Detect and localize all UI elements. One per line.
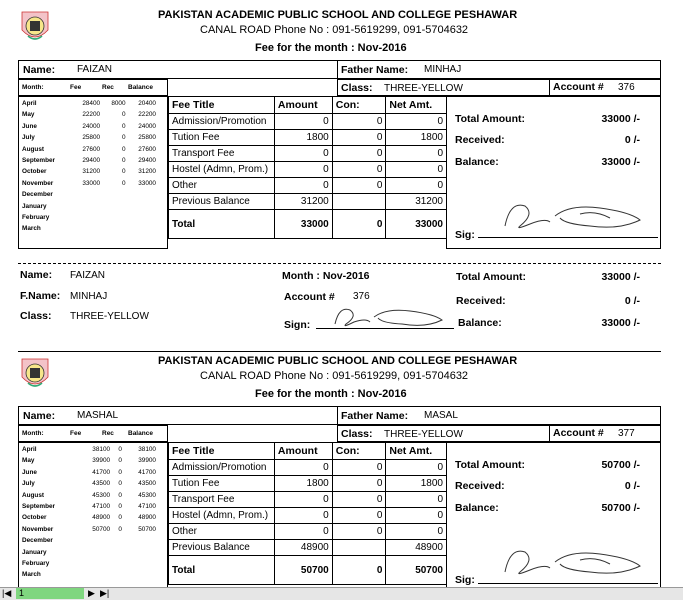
month-col-label: Month: (22, 84, 44, 91)
fee-row (169, 476, 447, 492)
month-balance: 20400 (138, 100, 156, 107)
fee-table-header (169, 97, 447, 114)
fee-net: 0 (386, 114, 447, 130)
month-fee: 39900 (92, 457, 111, 465)
month-balance (124, 569, 158, 580)
month-rec: 0 (118, 446, 122, 453)
month-rec: 0 (118, 503, 122, 511)
fee-amount: 0 (274, 508, 332, 524)
received-label-2: Received: (455, 480, 505, 492)
fee-col-label: Fee (70, 84, 82, 91)
fee-row (169, 162, 447, 178)
slip-balance-label: Balance: (458, 317, 502, 329)
month-balance: 41700 (138, 468, 156, 476)
month-balance (124, 558, 158, 569)
fee-month: Fee for the month : Nov-2016 (255, 42, 407, 54)
fee-net: 31200 (386, 194, 447, 210)
month-rec (102, 223, 127, 234)
month-name: September (22, 503, 56, 511)
month-name: October (22, 514, 47, 522)
fee-row (169, 194, 447, 210)
month-balance: 50700 (138, 525, 156, 533)
slip-fname-label: F.Name: (20, 290, 61, 302)
slip-received-value: 0 /- (624, 295, 640, 307)
slip-class: THREE-YELLOW (70, 311, 149, 322)
received-value: 0 /- (624, 134, 640, 146)
sig-line-2 (478, 583, 658, 584)
slip-class-label: Class: (20, 310, 52, 322)
month-row (20, 547, 158, 558)
month-fee (78, 535, 112, 546)
sheet-bar (0, 587, 683, 600)
month-row (20, 569, 158, 580)
month-rec: 0 (121, 179, 126, 187)
total-amount: 33000 (274, 210, 332, 239)
total-net: 33000 (386, 210, 447, 239)
fee-con: 0 (332, 476, 386, 492)
month-name: June (22, 122, 37, 130)
month-balance: 39900 (138, 457, 156, 465)
net-amt-header: Net Amt. (386, 443, 447, 460)
month-row (20, 109, 158, 120)
fee-table-2 (168, 442, 447, 585)
sheet-tab[interactable]: 1 (16, 588, 84, 599)
fee-row (169, 524, 447, 540)
month-name: June (22, 468, 37, 476)
month-fee: 25800 (82, 134, 101, 142)
cut-line (18, 263, 661, 264)
month-row (20, 558, 158, 569)
school-address: CANAL ROAD Phone No : 091-5619299, 091-5704632 (200, 24, 469, 36)
month-fee: 50700 (92, 525, 111, 533)
fee-amount: 48900 (274, 540, 332, 556)
sig-line (478, 237, 658, 238)
slip-name-label: Name: (20, 269, 53, 281)
month-col-label-2: Month: (22, 430, 44, 437)
fee-table-header (169, 443, 447, 460)
student-name: FAIZAN (77, 64, 113, 75)
signature-icon-2 (500, 542, 650, 582)
month-row (20, 155, 158, 166)
fee-amount: 0 (274, 524, 332, 540)
school-name-2: PAKISTAN ACADEMIC PUBLIC SCHOOL AND COLLEGE PESHAWAR (158, 355, 518, 367)
month-rec: 0 (121, 111, 126, 119)
month-row (20, 467, 158, 478)
month-name: December (22, 191, 53, 199)
fee-title-header: Fee Title (169, 97, 275, 114)
total-amount-value: 33000 /- (601, 113, 640, 125)
month-rec: 0 (121, 157, 126, 165)
fee-title: Other (169, 524, 275, 540)
slip-name: FAIZAN (70, 270, 106, 281)
month-fee (78, 547, 112, 558)
father-name-2: MASAL (424, 410, 458, 421)
section-divider (18, 351, 661, 352)
fee-con: 0 (332, 508, 386, 524)
month-row (20, 444, 158, 455)
received-label: Received: (455, 134, 505, 146)
fee-row (169, 130, 447, 146)
month-ledger (20, 98, 158, 235)
fee-title: Previous Balance (169, 540, 275, 556)
month-fee: 47100 (92, 503, 111, 511)
month-fee (78, 569, 112, 580)
month-name: July (22, 480, 35, 488)
net-amt-header: Net Amt. (386, 97, 447, 114)
father-label-2: Father Name: (341, 410, 409, 422)
student-name-2: MASHAL (77, 410, 119, 421)
balance-label-2: Balance: (455, 502, 499, 514)
month-row (20, 512, 158, 523)
month-fee: 45300 (92, 491, 111, 499)
school-name: PAKISTAN ACADEMIC PUBLIC SCHOOL AND COLLEGE PESHAWAR (158, 9, 518, 21)
total-amount-value-2: 50700 /- (601, 459, 640, 471)
fee-net: 1800 (386, 130, 447, 146)
month-rec: 0 (121, 145, 126, 153)
month-row (20, 490, 158, 501)
class-value-2: THREE-YELLOW (384, 429, 463, 440)
month-rec: 8000 (111, 100, 126, 107)
month-rec (112, 547, 124, 558)
fee-total-row (169, 210, 447, 239)
month-name: March (22, 225, 41, 233)
month-name: November (22, 525, 54, 533)
month-row (20, 223, 158, 234)
rec-col-label-2: Rec (102, 430, 114, 437)
first-sheet-icon[interactable]: |◀ (2, 588, 12, 598)
fee-title: Other (169, 178, 275, 194)
amount-header: Amount (274, 443, 332, 460)
fee-amount: 1800 (274, 130, 332, 146)
fee-net: 0 (386, 524, 447, 540)
fee-row (169, 460, 447, 476)
slip-signature-icon (330, 302, 450, 332)
month-fee: 29400 (82, 157, 101, 165)
month-name: April (22, 100, 37, 107)
month-row (20, 178, 158, 189)
fee-con: 0 (332, 460, 386, 476)
fee-title: Previous Balance (169, 194, 275, 210)
slip-total-amount-label: Total Amount: (456, 271, 526, 283)
total-label: Total (169, 556, 275, 585)
balance-col-label-2: Balance (128, 430, 153, 437)
fee-amount: 0 (274, 162, 332, 178)
month-balance (128, 189, 158, 200)
fee-amount: 0 (274, 146, 332, 162)
month-balance: 27600 (138, 145, 156, 153)
con-header: Con: (332, 443, 386, 460)
month-row (20, 166, 158, 177)
month-balance: 33000 (138, 179, 156, 187)
total-amount-label: Total Amount: (455, 113, 525, 125)
month-fee: 33000 (82, 179, 101, 187)
month-balance: 47100 (138, 503, 156, 511)
total-amount-label-2: Total Amount: (455, 459, 525, 471)
fee-net: 0 (386, 460, 447, 476)
fee-row (169, 492, 447, 508)
balance-col-label: Balance (128, 84, 153, 91)
month-row (20, 201, 158, 212)
month-row (20, 189, 158, 200)
month-fee: 38100 (92, 446, 111, 453)
month-row (20, 98, 158, 109)
month-name: January (22, 548, 47, 556)
month-rec: 0 (118, 468, 122, 476)
con-header: Con: (332, 97, 386, 114)
month-fee (72, 212, 102, 223)
account-value-2: 377 (618, 428, 635, 439)
slip-total-amount-value: 33000 /- (601, 271, 640, 283)
slip-fname: MINHAJ (70, 291, 108, 302)
month-balance: 24000 (138, 122, 156, 130)
month-balance: 29400 (138, 157, 156, 165)
month-rec (102, 201, 127, 212)
crest-icon (20, 357, 50, 391)
month-fee: 28400 (82, 100, 101, 107)
fee-row (169, 178, 447, 194)
month-row (20, 132, 158, 143)
month-balance (128, 212, 158, 223)
month-name: April (22, 446, 37, 453)
fee-con: 0 (332, 492, 386, 508)
month-name: September (22, 157, 56, 165)
fee-amount: 31200 (274, 194, 332, 210)
sig-label: Sig: (455, 229, 475, 241)
father-label: Father Name: (341, 64, 409, 76)
month-rec: 0 (118, 480, 122, 488)
month-row (20, 478, 158, 489)
next-sheet-icon[interactable]: ▶ (88, 588, 95, 598)
month-balance: 38100 (138, 446, 156, 453)
total-amount: 50700 (274, 556, 332, 585)
total-label: Total (169, 210, 275, 239)
slip-account-label: Account # (284, 291, 335, 303)
total-con: 0 (332, 556, 386, 585)
total-net: 50700 (386, 556, 447, 585)
month-rec: 0 (118, 514, 122, 522)
school-logo (20, 10, 50, 49)
month-rec: 0 (121, 134, 126, 142)
fee-title: Hostel (Admn, Prom.) (169, 162, 275, 178)
fee-net: 1800 (386, 476, 447, 492)
month-name: January (22, 202, 47, 210)
last-sheet-icon[interactable]: ▶| (100, 588, 110, 598)
name-label: Name: (23, 64, 56, 76)
month-balance: 45300 (138, 491, 156, 499)
balance-label: Balance: (455, 156, 499, 168)
rec-col-label: Rec (102, 84, 114, 91)
father-name: MINHAJ (424, 64, 462, 75)
school-logo-2 (20, 357, 50, 396)
fee-title-header: Fee Title (169, 443, 275, 460)
fee-con: 0 (332, 524, 386, 540)
month-rec (102, 189, 127, 200)
month-balance: 22200 (138, 111, 156, 119)
fee-title: Transport Fee (169, 492, 275, 508)
fee-table (168, 96, 447, 239)
class-value: THREE-YELLOW (384, 83, 463, 94)
balance-value: 33000 /- (601, 156, 640, 168)
fee-amount: 0 (274, 114, 332, 130)
fee-con: 0 (332, 114, 386, 130)
class-label-2: Class: (341, 428, 373, 440)
fee-con: 0 (332, 178, 386, 194)
name-label-2: Name: (23, 410, 56, 422)
month-name: February (22, 560, 50, 568)
month-name: December (22, 537, 53, 545)
slip-sign-label: Sign: (284, 319, 311, 331)
fee-title: Tution Fee (169, 130, 275, 146)
month-fee: 41700 (92, 468, 111, 476)
month-fee: 27600 (82, 145, 101, 153)
fee-row (169, 508, 447, 524)
fee-month-2: Fee for the month : Nov-2016 (255, 388, 407, 400)
month-name: March (22, 571, 41, 579)
fee-con: 0 (332, 146, 386, 162)
month-balance: 31200 (138, 168, 156, 176)
fee-con: 0 (332, 162, 386, 178)
month-name: October (22, 168, 47, 176)
slip-received-label: Received: (456, 295, 506, 307)
account-label-2: Account # (553, 427, 604, 439)
class-label: Class: (341, 82, 373, 94)
month-fee: 48900 (92, 514, 111, 522)
month-name: August (22, 145, 45, 153)
month-name: May (22, 457, 35, 465)
amount-header: Amount (274, 97, 332, 114)
sig-label-2: Sig: (455, 574, 475, 586)
fee-row (169, 114, 447, 130)
month-ledger-2 (20, 444, 158, 581)
month-fee: 31200 (82, 168, 101, 176)
month-name: February (22, 214, 50, 222)
school-address-2: CANAL ROAD Phone No : 091-5619299, 091-5704632 (200, 370, 469, 382)
month-fee (78, 558, 112, 569)
month-rec (102, 212, 127, 223)
fee-net: 0 (386, 162, 447, 178)
crest-icon (20, 10, 50, 44)
slip-account: 376 (353, 291, 370, 302)
account-label: Account # (553, 81, 604, 93)
fee-total-row (169, 556, 447, 585)
month-balance (124, 535, 158, 546)
month-fee (72, 201, 102, 212)
fee-title: Admission/Promotion (169, 460, 275, 476)
info-name-box-2 (18, 406, 338, 425)
info-name-box (18, 60, 338, 79)
signature-icon (500, 196, 650, 236)
month-rec (112, 558, 124, 569)
total-con: 0 (332, 210, 386, 239)
fee-row (169, 540, 447, 556)
month-fee (72, 189, 102, 200)
month-name: August (22, 491, 45, 499)
fee-con: 0 (332, 130, 386, 146)
fee-title: Admission/Promotion (169, 114, 275, 130)
fee-con (332, 540, 386, 556)
month-row (20, 524, 158, 535)
month-name: November (22, 179, 54, 187)
month-rec: 0 (121, 168, 126, 176)
month-name: July (22, 134, 35, 142)
month-fee: 24000 (82, 122, 101, 130)
month-row (20, 535, 158, 546)
month-rec (112, 535, 124, 546)
month-balance (128, 201, 158, 212)
fee-con (332, 194, 386, 210)
balance-value-2: 50700 /- (601, 502, 640, 514)
month-balance (128, 223, 158, 234)
fee-row (169, 146, 447, 162)
month-fee (72, 223, 102, 234)
month-row (20, 144, 158, 155)
received-value-2: 0 /- (624, 480, 640, 492)
month-row (20, 121, 158, 132)
account-value: 376 (618, 82, 635, 93)
month-balance (124, 547, 158, 558)
month-row (20, 501, 158, 512)
month-name: May (22, 111, 35, 119)
month-row (20, 455, 158, 466)
month-balance: 25800 (138, 134, 156, 142)
slip-month: Month : Nov-2016 (282, 270, 370, 282)
fee-net: 0 (386, 178, 447, 194)
fee-amount: 0 (274, 492, 332, 508)
fee-title: Transport Fee (169, 146, 275, 162)
month-balance: 43500 (138, 480, 156, 488)
month-balance: 48900 (138, 514, 156, 522)
fee-net: 0 (386, 492, 447, 508)
month-row (20, 212, 158, 223)
fee-title: Tution Fee (169, 476, 275, 492)
month-rec: 0 (118, 491, 122, 499)
fee-net: 0 (386, 508, 447, 524)
fee-col-label-2: Fee (70, 430, 82, 437)
month-fee: 43500 (92, 480, 111, 488)
month-rec: 0 (121, 122, 126, 130)
fee-amount: 1800 (274, 476, 332, 492)
month-rec: 0 (118, 525, 122, 533)
slip-balance-value: 33000 /- (601, 317, 640, 329)
month-rec (112, 569, 124, 580)
fee-net: 0 (386, 146, 447, 162)
month-rec: 0 (118, 457, 122, 465)
fee-title: Hostel (Admn, Prom.) (169, 508, 275, 524)
fee-net: 48900 (386, 540, 447, 556)
month-fee: 22200 (82, 111, 101, 119)
fee-amount: 0 (274, 460, 332, 476)
fee-amount: 0 (274, 178, 332, 194)
